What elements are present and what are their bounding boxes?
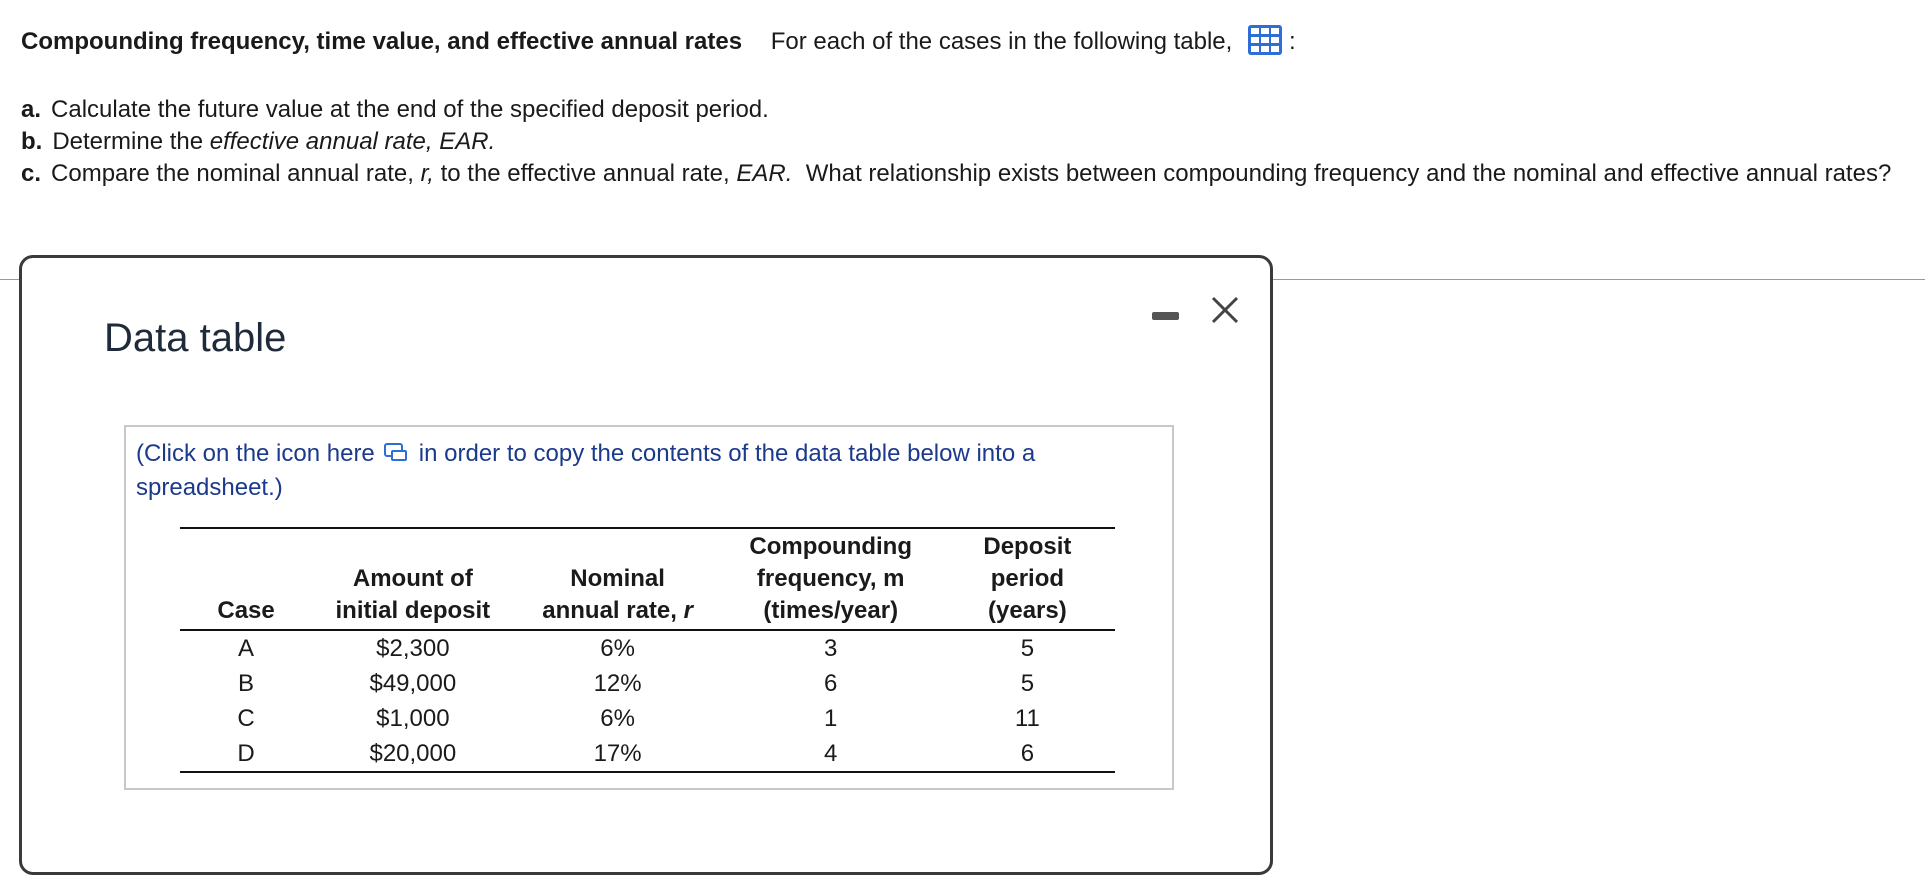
close-button[interactable] <box>1207 292 1243 328</box>
header-deposit-period: Deposit period (years) <box>983 533 1072 624</box>
cell-frequency: 4 <box>824 740 838 767</box>
problem-title: Compounding frequency, time value, and effective annual rates <box>21 28 743 55</box>
question-emphasis: r, <box>420 160 434 187</box>
question-text: Determine the <box>52 128 204 155</box>
close-icon <box>1207 292 1243 328</box>
question-emphasis: effective annual rate, EAR. <box>209 128 496 155</box>
cell-amount: $49,000 <box>369 670 457 697</box>
question-letter: b. <box>21 128 43 155</box>
copy-to-spreadsheet-icon[interactable] <box>383 439 409 461</box>
cell-case: D <box>237 740 255 767</box>
question-letter: c. <box>21 160 42 187</box>
modal-title: Data table <box>104 316 287 360</box>
cell-case: C <box>237 705 255 732</box>
data-table-grid-icon[interactable] <box>1247 24 1283 56</box>
question-text: Compare the nominal annual rate, <box>51 160 414 187</box>
data-table-panel <box>124 425 1174 790</box>
cell-amount: $2,300 <box>376 635 450 662</box>
cell-amount: $20,000 <box>369 740 457 767</box>
problem-intro: For each of the cases in the following table, <box>770 28 1233 55</box>
header-compounding-frequency: Compounding frequency, m (times/year) <box>749 533 912 624</box>
table-row <box>180 666 1115 701</box>
cell-rate: 6% <box>600 705 635 732</box>
question-text: Calculate the future value at the end of the specified deposit period. <box>51 96 769 123</box>
question-a <box>21 94 769 126</box>
minimize-icon <box>1152 312 1179 320</box>
question-c <box>21 158 1901 190</box>
copy-note-suffix: in order to copy the contents of the data table below into a spreadsheet.) <box>136 440 1036 501</box>
cell-rate: 12% <box>593 670 642 697</box>
cell-frequency: 1 <box>824 705 838 732</box>
question-letter: a. <box>21 96 42 123</box>
question-text: What relationship exists between compounding frequency and the nominal and effective annual rates? <box>805 160 1892 187</box>
data-table <box>180 527 1115 773</box>
header-colon: : <box>1289 28 1296 55</box>
question-b <box>21 126 495 158</box>
header-case: Case <box>217 597 275 624</box>
table-row <box>180 701 1115 736</box>
table-header-row <box>180 528 1115 630</box>
cell-period: 11 <box>1014 705 1040 732</box>
cell-period: 6 <box>1020 740 1035 767</box>
header-nominal-rate: Nominal annual rate, r <box>542 565 693 624</box>
minimize-button[interactable] <box>1150 310 1180 324</box>
cell-amount: $1,000 <box>376 705 450 732</box>
copy-note-prefix: (Click on the icon here <box>136 440 375 467</box>
data-table-modal <box>19 255 1273 875</box>
cell-rate: 17% <box>593 740 642 767</box>
cell-rate: 6% <box>600 635 635 662</box>
copy-instructions <box>136 437 1136 505</box>
cell-period: 5 <box>1020 635 1035 662</box>
cell-case: B <box>238 670 255 697</box>
cell-case: A <box>238 635 255 662</box>
table-row <box>180 630 1115 666</box>
table-row <box>180 736 1115 772</box>
cell-period: 5 <box>1020 670 1035 697</box>
cell-frequency: 6 <box>824 670 838 697</box>
problem-header <box>21 24 1296 56</box>
header-amount: Amount of initial deposit <box>335 565 491 624</box>
question-text: to the effective annual rate, <box>440 160 730 187</box>
question-emphasis: EAR. <box>736 160 793 187</box>
cell-frequency: 3 <box>824 635 838 662</box>
